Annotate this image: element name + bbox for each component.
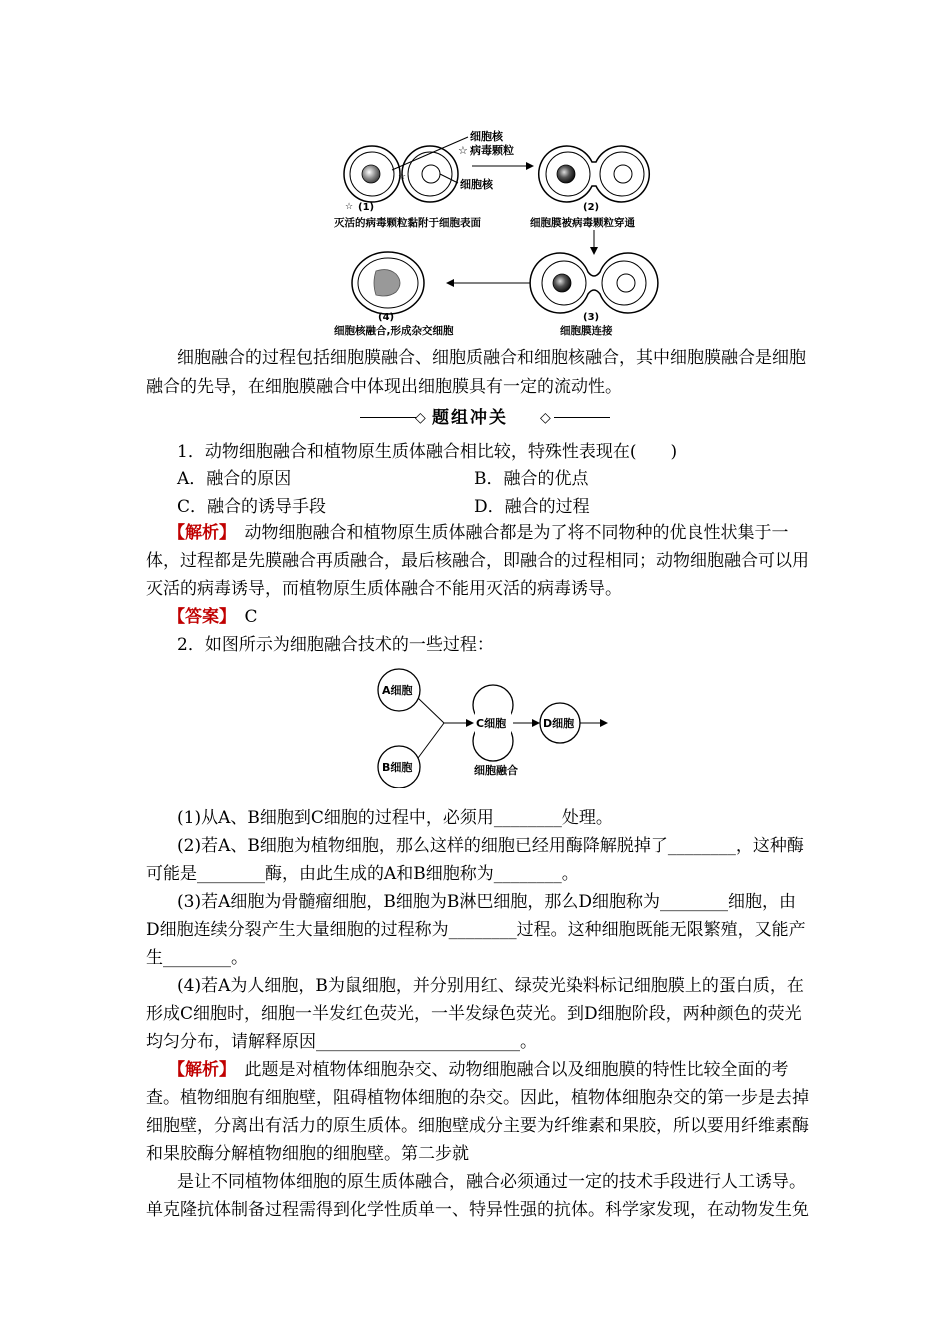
q2-analysis-line-3: 细胞壁，分离出有活力的原生质体。细胞壁成分主要为纤维素和果胶，所以要用纤维素酶 bbox=[146, 1116, 809, 1136]
q2-part2-line-1: (2)若A、B细胞为植物细胞，那么这样的细胞已经用酶降解脱掉了________，这种酶 bbox=[177, 836, 804, 856]
q2-analysis-line-1: 【解析】 此题是对植物体细胞杂交、动物细胞融合以及细胞膜的特性比较全面的考 bbox=[168, 1060, 789, 1080]
cell-fusion-flow-diagram bbox=[372, 668, 622, 788]
q2-analysis-line-2: 查。植物细胞有细胞壁，阻碍植物体细胞的杂交。因此，植物体细胞杂交的第一步是去掉 bbox=[146, 1088, 809, 1108]
step2-caption: 细胞膜被病毒颗粒穿通 bbox=[530, 217, 635, 229]
q1-option-b: B．融合的优点 bbox=[474, 469, 589, 489]
q2-analysis-line-4: 和果胶酶分解植物细胞的细胞壁。第二步就 bbox=[146, 1144, 469, 1164]
step4-caption: 细胞核融合,形成杂交细胞 bbox=[334, 325, 454, 337]
intro-line-2: 融合的先导，在细胞膜融合中体现出细胞膜具有一定的流动性。 bbox=[146, 377, 622, 397]
continuation-line-2: 单克隆抗体制备过程需得到化学性质单一、特异性强的抗体。科学家发现，在动物发生免 bbox=[146, 1200, 809, 1220]
q2-part3-line-1: (3)若A细胞为骨髓瘤细胞，B细胞为B淋巴细胞，那么D细胞称为________细胞，由 bbox=[177, 892, 796, 912]
q1-analysis-line-1: 【解析】 动物细胞融合和植物原生质体融合都是为了将不同物种的优良性状集于一 bbox=[168, 523, 789, 543]
q1-analysis-tag: 【解析】 bbox=[168, 523, 228, 543]
q1-stem: 1．动物细胞融合和植物原生质体融合相比较，特殊性表现在( ) bbox=[177, 442, 678, 462]
step1-number: (1) bbox=[358, 202, 375, 213]
q2-part3-line-2: D细胞连续分裂产生大量细胞的过程称为________过程。这种细胞既能无限繁殖，又能产 bbox=[146, 920, 806, 940]
section-separator: ◇ 题组冲关 ◇ bbox=[360, 406, 610, 430]
step1-caption: 灭活的病毒颗粒黏附于细胞表面 bbox=[334, 217, 481, 229]
q2-part4-line-3: 均匀分布，请解释原因________________________。 bbox=[146, 1032, 537, 1052]
svg-text:☆: ☆ bbox=[345, 202, 354, 212]
q1-option-d: D．融合的过程 bbox=[474, 497, 590, 517]
q2-part1: (1)从A、B细胞到C细胞的过程中，必须用________处理。 bbox=[177, 808, 613, 828]
step2-cells bbox=[539, 146, 650, 202]
q1-analysis-line-2: 体，过程都是先膜融合再质融合，最后核融合，即融合的过程相同；动物细胞融合可以用 bbox=[146, 551, 809, 571]
q1-answer: 【答案】 C bbox=[168, 607, 258, 627]
svg-text:☆: ☆ bbox=[398, 172, 407, 182]
step2-number: (2) bbox=[583, 202, 600, 213]
q2-part4-line-1: (4)若A为人细胞，B为鼠细胞，并分别用红、绿荧光染料标记细胞膜上的蛋白质，在 bbox=[177, 976, 804, 996]
label-nucleus-mid: 细胞核 bbox=[460, 178, 493, 191]
q1-answer-tag: 【答案】 bbox=[168, 607, 228, 627]
step4-number: (4) bbox=[378, 312, 395, 323]
q2-stem: 2．如图所示为细胞融合技术的一些过程： bbox=[177, 635, 494, 655]
step4-cell bbox=[352, 252, 424, 314]
svg-text:☆: ☆ bbox=[458, 144, 468, 157]
continuation-line-1: 是让不同植物体细胞的原生质体融合，融合必须通过一定的技术手段进行人工诱导。 bbox=[177, 1172, 806, 1192]
step1-cells bbox=[344, 137, 468, 212]
label-virus-particle: 病毒颗粒 bbox=[470, 144, 514, 157]
fusion-caption: 细胞融合 bbox=[474, 764, 518, 777]
label-nucleus-top: 细胞核 bbox=[470, 130, 503, 143]
q2-part2-line-2: 可能是________酶，由此生成的A和B细胞称为________。 bbox=[146, 864, 579, 884]
cell-fusion-diagram bbox=[330, 122, 660, 337]
cell-a-label: A细胞 bbox=[382, 684, 413, 697]
step3-cells bbox=[530, 253, 658, 313]
q2-analysis-tag: 【解析】 bbox=[168, 1060, 228, 1080]
step3-number: (3) bbox=[583, 312, 600, 323]
q1-option-a: A．融合的原因 bbox=[177, 469, 292, 489]
cell-d-label: D细胞 bbox=[543, 717, 575, 730]
q1-analysis-line-3: 灭活的病毒诱导，而植物原生质体融合不能用灭活的病毒诱导。 bbox=[146, 579, 622, 599]
section-title: 题组冲关 bbox=[432, 408, 508, 428]
q1-option-c: C．融合的诱导手段 bbox=[177, 497, 327, 517]
q2-part3-line-3: 生________。 bbox=[146, 948, 248, 968]
step3-caption: 细胞膜连接 bbox=[560, 325, 613, 337]
intro-line-1: 细胞融合的过程包括细胞膜融合、细胞质融合和细胞核融合，其中细胞膜融合是细胞 bbox=[177, 348, 806, 368]
q2-part4-line-2: 形成C细胞时，细胞一半发红色荧光，一半发绿色荧光。到D细胞阶段，两种颜色的荧光 bbox=[146, 1004, 802, 1024]
cell-b-label: B细胞 bbox=[382, 761, 413, 774]
cell-c-label: C细胞 bbox=[476, 717, 507, 730]
